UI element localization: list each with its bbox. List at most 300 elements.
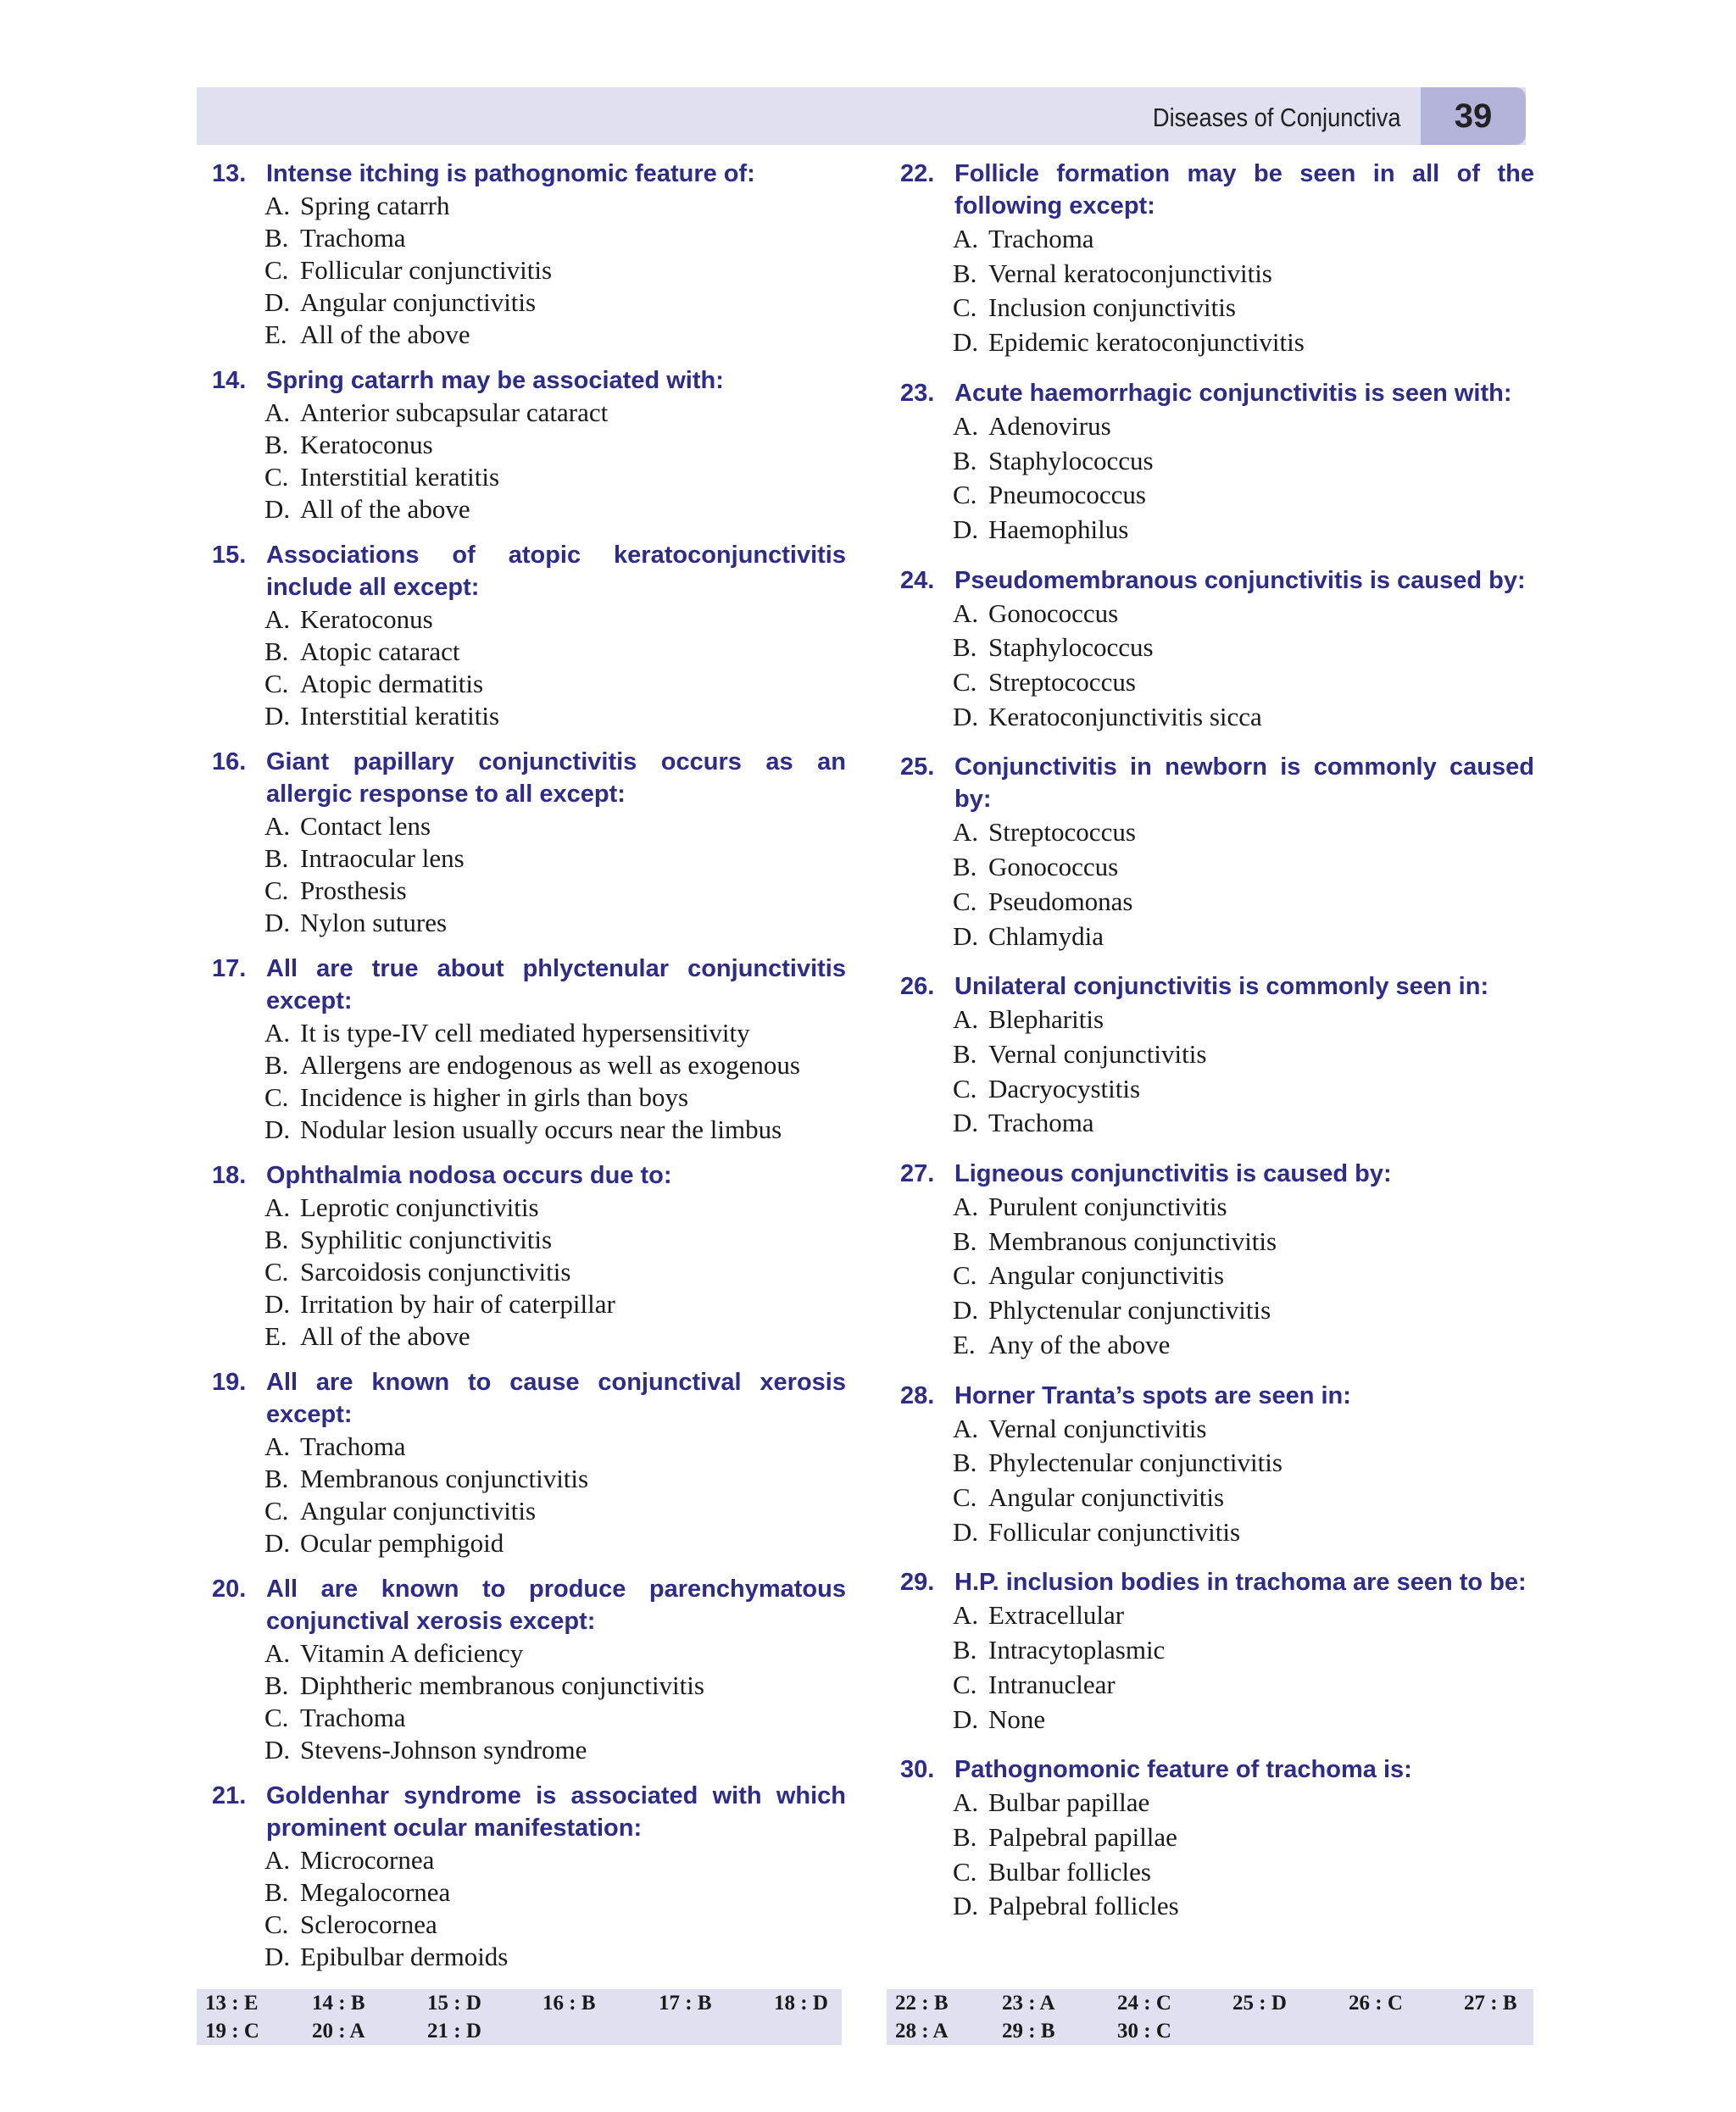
option-item [953,1106,1534,1141]
left-column [212,158,846,1973]
question-stem [212,746,846,810]
option-list [900,409,1534,547]
option-letter: C. [264,1082,289,1112]
option-text: Nodular lesion usually occurs near the limbus [300,1114,782,1144]
question-stem [212,158,846,190]
option-letter: B. [264,1050,289,1080]
option-item [264,319,846,351]
question-number: 19. [212,1369,247,1396]
question-text: All are true about phlyctenular conjunctivitis except: [266,955,846,1014]
option-list [900,1786,1534,1924]
question-number: 26. [900,973,935,1001]
option-text: Purulent conjunctivitis [988,1192,1227,1222]
option-text: Interstitial keratitis [300,701,500,731]
option-letter: D. [264,1942,291,1971]
option-item [264,810,846,842]
option-text: Staphylococcus [988,632,1154,663]
option-letter: D. [953,1295,979,1326]
option-item [953,597,1534,631]
option-letter: A. [953,1192,979,1222]
option-letter: A. [953,410,979,441]
option-letter: B. [264,1225,289,1254]
question-number: 20. [212,1576,247,1603]
option-text: Interstitial keratitis [300,462,500,492]
option-item [264,1670,846,1702]
option-letter: D. [264,701,291,731]
option-letter: D. [953,1703,979,1734]
question-block [900,1380,1534,1550]
option-text: Vernal conjunctivitis [988,1413,1207,1443]
answer-key-entry: 13 : E [205,1992,259,2015]
option-letter: A. [953,1413,979,1443]
question-block [212,158,846,351]
option-item [264,1637,846,1670]
option-item [953,409,1534,444]
option-text: Ocular pemphigoid [300,1528,504,1558]
answer-key-entry: 26 : C [1349,1992,1403,2015]
option-letter: A. [264,1431,291,1461]
question-number: 16. [212,748,247,775]
option-letter: B. [264,430,289,459]
option-text: Staphylococcus [988,445,1154,475]
option-letter: D. [264,1114,291,1144]
question-number: 30. [900,1756,935,1784]
option-letter: D. [264,494,291,524]
question-text: Follicle formation may be seen in all of the following except: [954,160,1534,220]
option-text: Syphilitic conjunctivitis [300,1225,553,1254]
option-item [953,257,1534,292]
option-text: None [988,1703,1046,1734]
question-text: H.P. inclusion bodies in trachoma are seen to be: [954,1569,1527,1597]
option-text: Vernal conjunctivitis [988,1038,1207,1069]
option-letter: A. [953,224,979,253]
question-number: 21. [212,1782,247,1809]
option-text: Intranuclear [988,1669,1116,1699]
option-text: Any of the above [988,1329,1171,1359]
option-text: Vitamin A deficiency [300,1638,524,1668]
option-letter: C. [953,480,977,510]
option-item [953,1003,1534,1037]
option-text: It is type-IV cell mediated hypersensitivity [300,1018,750,1048]
option-item [264,700,846,732]
question-text: Ligneous conjunctivitis is caused by: [954,1160,1392,1188]
option-text: Streptococcus [988,667,1136,698]
option-item [953,920,1534,954]
option-item [953,1225,1534,1259]
option-letter: C. [953,1669,977,1699]
option-letter: D. [264,908,291,937]
option-text: Adenovirus [988,410,1111,441]
question-text: Pseudomembranous conjunctivitis is caused by: [954,566,1526,594]
option-list [900,1190,1534,1363]
option-item [953,1446,1534,1481]
option-text: Stevens-Johnson syndrome [300,1735,587,1765]
option-text: Sarcoidosis conjunctivitis [300,1257,571,1287]
answer-key-entry: 30 : C [1117,2020,1171,2043]
option-letter: A. [264,1018,291,1048]
question-number: 23. [900,379,935,407]
option-text: Bulbar papillae [988,1787,1150,1818]
option-item [264,1114,846,1146]
option-letter: D. [953,1108,979,1138]
question-number: 27. [900,1160,935,1188]
page-number: 39 [1454,97,1493,135]
option-text: Follicular conjunctivitis [300,255,553,285]
option-list [212,603,846,732]
option-item [264,1288,846,1320]
option-letter: A. [264,811,291,841]
option-text: Incidence is higher in girls than boys [300,1082,689,1112]
option-item [953,1328,1534,1363]
option-text: Vernal keratoconjunctivitis [988,258,1272,288]
option-item [264,1844,846,1876]
option-text: Keratoconus [300,430,433,459]
answer-key-entry: 18 : D [774,1992,828,2015]
option-letter: C. [264,1496,289,1526]
option-letter: E. [264,1321,287,1351]
option-text: Atopic dermatitis [300,669,484,698]
option-text: All of the above [300,1321,470,1351]
option-text: Pseudomonas [988,886,1133,916]
option-item [264,1909,846,1941]
option-letter: C. [264,669,289,698]
question-block [212,953,846,1146]
option-text: Epibulbar dermoids [300,1942,509,1971]
option-text: Atopic cataract [300,636,460,666]
option-letter: C. [953,1481,977,1512]
option-item [264,1081,846,1114]
option-text: All of the above [300,320,470,349]
question-number: 25. [900,753,935,781]
option-text: Gonococcus [988,852,1119,882]
question-stem [900,1566,1534,1598]
option-letter: A. [264,1192,291,1222]
option-item [953,1259,1534,1293]
option-item [264,603,846,636]
option-letter: C. [953,1073,977,1103]
question-stem [212,1573,846,1637]
option-text: Trachoma [988,1108,1094,1138]
option-item [264,493,846,525]
question-block [212,1366,846,1559]
option-item [264,1527,846,1559]
option-item [264,461,846,493]
option-letter: D. [264,287,291,317]
option-letter: B. [264,843,289,873]
option-text: Sclerocornea [300,1909,437,1939]
option-letter: B. [264,1670,289,1700]
option-item [953,885,1534,920]
option-item [264,1017,846,1049]
option-item [953,1037,1534,1072]
option-letter: D. [953,1891,979,1921]
option-letter: B. [953,1038,977,1069]
option-list [212,810,846,939]
option-letter: C. [953,1856,977,1887]
option-letter: B. [953,445,977,475]
option-letter: C. [953,292,977,323]
option-text: Extracellular [988,1600,1125,1631]
option-text: Intracytoplasmic [988,1635,1166,1665]
question-text: All are known to produce parenchymatous conjunctival xerosis except: [266,1576,846,1635]
option-letter: B. [264,223,289,253]
question-block [900,564,1534,735]
option-letter: D. [264,1289,291,1319]
answer-key-entry: 24 : C [1117,1992,1171,2015]
option-text: Trachoma [300,1703,406,1732]
question-stem [212,1780,846,1844]
option-text: Angular conjunctivitis [988,1260,1225,1291]
answer-key-entry: 20 : A [312,2020,365,2043]
option-letter: D. [953,327,979,358]
option-item [953,1481,1534,1515]
option-text: Angular conjunctivitis [300,287,537,317]
option-text: Angular conjunctivitis [988,1481,1225,1512]
option-letter: B. [953,632,977,663]
answer-key-entry: 21 : D [427,2020,481,2043]
option-letter: B. [953,1226,977,1256]
option-item [953,665,1534,700]
option-list [900,1412,1534,1550]
option-item [264,1734,846,1766]
right-column [900,158,1534,1924]
question-block [212,364,846,525]
option-list [212,190,846,351]
question-stem [900,1158,1534,1190]
option-text: Contact lens [300,811,431,841]
option-text: Blepharitis [988,1004,1104,1035]
option-item [264,1320,846,1353]
option-text: Angular conjunctivitis [300,1496,537,1526]
option-letter: C. [264,1703,289,1732]
question-block [900,970,1534,1141]
option-item [953,1668,1534,1703]
answer-key-row [197,1989,842,2017]
answer-key-entry: 16 : B [542,1992,596,2015]
option-letter: D. [264,1528,291,1558]
option-item [264,1256,846,1288]
option-item [953,631,1534,665]
option-item [953,1633,1534,1668]
option-item [953,1072,1534,1107]
option-letter: B. [264,1464,289,1493]
option-text: Microcornea [300,1845,435,1875]
option-item [953,222,1534,257]
option-text: Epidemic keratoconjunctivitis [988,327,1305,358]
question-number: 22. [900,160,935,187]
question-text: Intense itching is pathognomic feature of: [266,160,755,187]
question-number: 29. [900,1569,935,1597]
option-item [264,875,846,907]
option-letter: B. [953,1448,977,1478]
option-list [900,815,1534,953]
option-letter: C. [953,667,977,698]
answer-key-entry: 27 : B [1464,1992,1517,2015]
question-text: Conjunctivitis in newborn is commonly caused by: [954,753,1534,814]
question-text: Giant papillary conjunctivitis occurs as an allergic response to all except: [266,748,846,808]
answer-key-entry: 22 : B [895,1992,949,2015]
option-letter: B. [264,636,289,666]
question-block [900,158,1534,360]
option-letter: B. [953,852,977,882]
question-stem [900,564,1534,597]
answer-key-entry: 14 : B [312,1992,365,2015]
option-letter: E. [953,1329,976,1359]
option-item [953,1598,1534,1633]
option-list [900,1598,1534,1737]
answer-key-row [887,1989,1533,2017]
answer-key-entry: 19 : C [205,2020,259,2043]
question-number: 28. [900,1381,935,1409]
option-letter: C. [264,255,289,285]
question-block [900,377,1534,547]
question-number: 15. [212,542,247,569]
question-stem [900,1380,1534,1412]
option-item [264,636,846,668]
option-list [212,1431,846,1559]
question-block [900,751,1534,953]
option-letter: D. [953,1516,979,1547]
option-item [953,1190,1534,1225]
question-number: 24. [900,566,935,594]
option-text: Inclusion conjunctivitis [988,292,1236,323]
option-text: Trachoma [300,223,406,253]
question-block [900,1158,1534,1363]
option-text: Spring catarrh [300,191,450,220]
option-text: Intraocular lens [300,843,465,873]
question-text: Spring catarrh may be associated with: [266,367,724,394]
option-item [264,286,846,319]
option-item [264,1192,846,1224]
question-stem [900,377,1534,409]
option-text: Streptococcus [988,817,1136,848]
option-text: Anterior subcapsular cataract [300,397,609,427]
option-text: Phylectenular conjunctivitis [988,1448,1283,1478]
option-letter: A. [264,604,291,634]
option-item [953,850,1534,885]
option-item [264,190,846,222]
question-block [212,1159,846,1353]
option-item [264,668,846,700]
option-item [953,1412,1534,1447]
option-item [264,907,846,939]
option-letter: B. [953,1635,977,1665]
option-letter: B. [953,1821,977,1852]
option-text: Keratoconjunctivitis sicca [988,701,1262,731]
option-item [953,325,1534,360]
answer-key-row [887,2017,1533,2045]
question-text: Associations of atopic keratoconjunctivitis include all except: [266,542,846,601]
option-letter: C. [953,1260,977,1291]
option-text: Palpebral papillae [988,1821,1177,1852]
option-item [953,478,1534,513]
question-block [212,746,846,939]
option-item [264,1431,846,1463]
question-block [900,1566,1534,1737]
option-text: Prosthesis [300,875,407,905]
option-text: Irritation by hair of caterpillar [300,1289,615,1319]
option-list [212,1017,846,1146]
option-letter: A. [953,1004,979,1035]
option-letter: A. [264,1638,291,1668]
question-stem [212,1159,846,1192]
question-text: Acute haemorrhagic conjunctivitis is seen with: [954,379,1512,407]
option-item [264,1224,846,1256]
option-item [953,1820,1534,1855]
option-letter: D. [953,920,979,951]
option-item [953,444,1534,479]
option-text: Membranous conjunctivitis [988,1226,1277,1256]
question-text: Unilateral conjunctivitis is commonly seen in: [954,973,1489,1001]
answer-key-entry: 25 : D [1232,1992,1287,2015]
option-letter: A. [953,1600,979,1631]
option-text: Membranous conjunctivitis [300,1464,589,1493]
option-letter: C. [264,875,289,905]
option-letter: D. [953,514,979,544]
option-item [953,1515,1534,1550]
answer-key-right [887,1989,1533,2045]
answer-key-entry: 15 : D [427,1992,481,2015]
answer-key-left [197,1989,842,2045]
question-text: Goldenhar syndrome is associated with which prominent ocular manifestation: [266,1782,846,1842]
option-letter: E. [264,320,287,349]
option-list [212,1844,846,1973]
option-letter: A. [264,1845,291,1875]
question-number: 14. [212,367,247,394]
option-item [953,1293,1534,1328]
option-item [264,1495,846,1527]
question-stem [900,1754,1534,1786]
option-letter: C. [264,1257,289,1287]
option-letter: A. [953,1787,979,1818]
question-text: Ophthalmia nodosa occurs due to: [266,1162,672,1189]
option-text: Palpebral follicles [988,1891,1179,1921]
question-stem [212,539,846,603]
option-item [264,1876,846,1909]
option-text: Trachoma [988,224,1094,253]
option-list [212,1192,846,1353]
question-stem [900,970,1534,1003]
running-head: Diseases of Conjunctiva [1153,103,1401,132]
option-item [953,815,1534,850]
answer-key-row [197,2017,842,2045]
option-text: Megalocornea [300,1877,451,1907]
question-text: Horner Tranta’s spots are seen in: [954,1381,1351,1409]
option-text: Chlamydia [988,920,1104,951]
option-text: Diphtheric membranous conjunctivitis [300,1670,704,1700]
option-letter: C. [264,1909,289,1939]
question-stem [212,1366,846,1431]
answer-key-entry: 23 : A [1002,1992,1055,2015]
option-item [953,1786,1534,1820]
option-text: All of the above [300,494,470,524]
option-item [264,1049,846,1081]
option-text: Allergens are endogenous as well as exogenous [300,1050,800,1080]
option-letter: A. [264,397,291,427]
answer-key-entry: 29 : B [1002,2020,1055,2043]
question-block [900,1754,1534,1924]
option-item [953,1703,1534,1737]
option-item [953,291,1534,325]
option-text: Gonococcus [988,597,1119,628]
option-list [900,1003,1534,1141]
option-text: Bulbar follicles [988,1856,1151,1887]
question-stem [212,953,846,1017]
option-list [900,597,1534,735]
option-letter: A. [953,597,979,628]
option-text: Nylon sutures [300,908,448,937]
question-stem [900,751,1534,815]
